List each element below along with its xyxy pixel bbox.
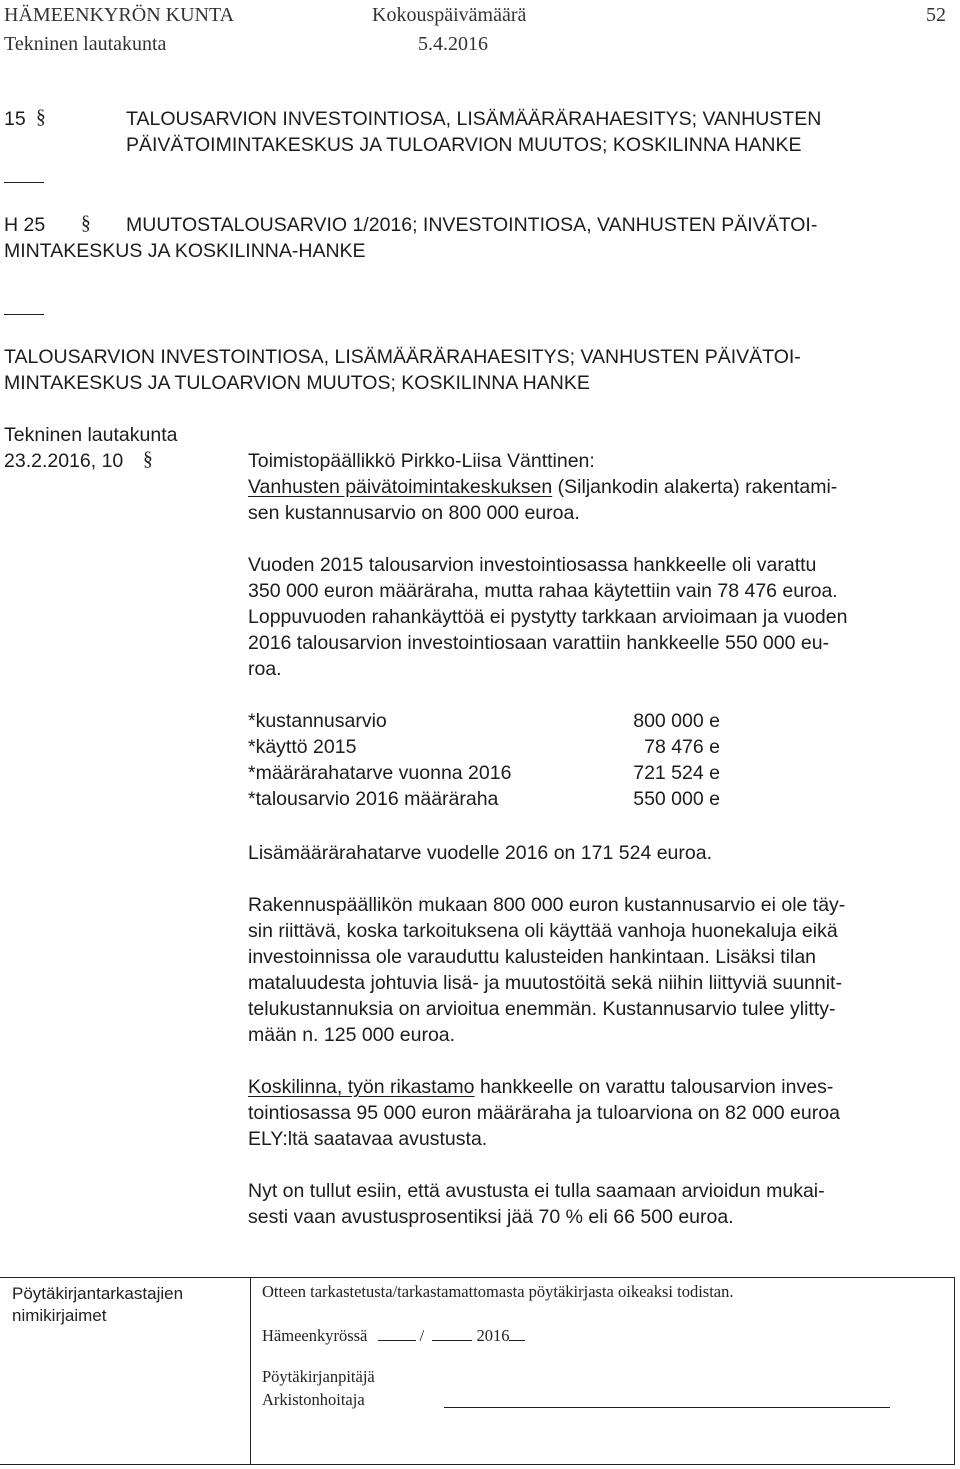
day-blank [378,1339,416,1341]
paragraph-1-line-2: sen kustannusarvio on 800 000 euroa. [248,502,580,524]
paragraph-4-line-2: sin riittävä, koska tarkoituksena oli käyttää vanhoja huonekaluja eikä [248,920,838,942]
item-title-line-1: TALOUSARVION INVESTOINTIOSA, LISÄMÄÄRÄRAHAESITYS; VANHUSTEN [126,108,822,130]
paragraph-5-line-1-rest: hankkeelle on varattu talousarvion inves- [474,1076,834,1098]
footer-initials-label-line-1: Pöytäkirjantarkastajien [12,1284,184,1303]
header-page-number: 52 [926,4,946,26]
budget-label: *käyttö 2015 [248,736,357,758]
project-link-koskilinna: Koskilinna, työn rikastamo [248,1076,475,1098]
h-item-title-line-1: MUUTOSTALOUSARVIO 1/2016; INVESTOINTIOSA, VANHUSTEN PÄIVÄTOI- [126,214,818,236]
header-date-label: Kokouspäivämäärä [372,4,527,26]
paragraph-6-line-1: Nyt on tullut esiin, että avustusta ei tulla saamaan arvioidun mukai- [248,1180,825,1202]
footer-divider [250,1277,251,1465]
signature-line [444,1406,890,1408]
paragraph-5-line-1 [248,1074,833,1100]
section-sign-icon: § [81,213,91,234]
budget-label: *kustannusarvio [248,710,387,732]
item-number: 15 [4,108,26,130]
budget-value: 550 000 e [633,788,720,810]
footer-slash: / [419,1326,425,1345]
paragraph-5-line-3: ELY:ltä saatavaa avustusta. [248,1128,488,1150]
h-item-label: H 25 [4,214,46,236]
subtitle-line-1: TALOUSARVION INVESTOINTIOSA, LISÄMÄÄRÄRAHAESITYS; VANHUSTEN PÄIVÄTOI- [4,346,801,368]
paragraph-4-line-6: mään n. 125 000 euroa. [248,1024,456,1046]
section-sign-icon: § [143,449,153,470]
footer-box [0,1277,955,1465]
h-item-title-line-2: MINTAKESKUS JA KOSKILINNA-HANKE [4,240,366,262]
budget-value: 78 476 e [644,736,720,758]
paragraph-2-line-1: Vuoden 2015 talousarvion investointiosassa hankkeelle oli varattu [248,554,817,576]
paragraph-2-line-2: 350 000 euron määräraha, mutta rahaa käytettiin vain 78 476 euroa. [248,580,838,602]
header-committee: Tekninen lautakunta [4,33,167,55]
paragraph-1-line-1-rest: (Siljankodin alakerta) rakentami- [552,476,838,498]
footer-role-2: Arkistonhoitaja [262,1390,365,1409]
project-link-vanhusten: Vanhusten päivätoimintakeskuksen [248,476,553,498]
budget-value: 721 524 e [633,762,720,784]
item-title-line-2: PÄIVÄTOIMINTAKESKUS JA TULOARVION MUUTOS; KOSKILINNA HANKE [126,134,802,156]
budget-value: 800 000 e [633,710,720,732]
divider-rule-2 [4,314,44,315]
footer-role-1: Pöytäkirjanpitäjä [262,1367,375,1386]
paragraph-6-line-2: sesti vaan avustusprosentiksi jää 70 % eli 66 500 euroa. [248,1206,734,1228]
paragraph-4-line-3: investoinnissa ole varauduttu kalusteiden hankintaan. Lisäksi tilan [248,946,817,968]
subtitle-line-2: MINTAKESKUS JA TULOARVION MUUTOS; KOSKILINNA HANKE [4,372,590,394]
paragraph-4-line-1: Rakennuspäällikön mukaan 800 000 euron kustannusarvio ei ole täy- [248,894,846,916]
month-blank [432,1339,472,1341]
paragraph-2-line-3: Loppuvuoden rahankäyttöä ei pystytty tarkkaan arvioimaan ja vuoden [248,606,848,628]
paragraph-3: Lisämäärärahatarve vuodelle 2016 on 171 524 euroa. [248,842,713,864]
divider-rule-1 [4,182,44,183]
footer-place: Hämeenkyrössä [262,1326,368,1345]
footer-initials-label-line-2: nimikirjaimet [12,1306,107,1325]
footer-certify-text: Otteen tarkastetusta/tarkastamattomasta pöytäkirjasta oikeaksi todistan. [262,1282,734,1301]
section-sign-icon: § [36,107,46,128]
header-org: HÄMEENKYRÖN KUNTA [4,4,235,26]
year-suffix-blank [509,1339,525,1341]
header-meeting-date: 5.4.2016 [418,33,488,55]
paragraph-2-line-5: roa. [248,658,282,680]
budget-label: *määrärahatarve vuonna 2016 [248,762,512,784]
paragraph-2-line-4: 2016 talousarvion investointiosaan varattiin hankkeelle 550 000 eu- [248,632,830,654]
previous-committee: Tekninen lautakunta [4,424,178,446]
footer-year: 2016 [476,1326,510,1345]
paragraph-4-line-4: mataluudesta johtuvia lisä- ja muutostöitä sekä niihin liittyviä suunnit- [248,972,842,994]
paragraph-4-line-5: telukustannuksia on arvioitua enemmän. Kustannusarvio tulee ylitty- [248,998,836,1020]
paragraph-5-line-2: tointiosassa 95 000 euron määräraha ja tuloarviona on 82 000 euroa [248,1102,840,1124]
previous-ref: 23.2.2016, 10 [4,450,124,472]
paragraph-1-line-1 [248,474,837,500]
presenter: Toimistopäällikkö Pirkko-Liisa Vänttinen: [248,450,595,472]
budget-label: *talousarvio 2016 määräraha [248,788,499,810]
footer-place-date [262,1326,525,1346]
